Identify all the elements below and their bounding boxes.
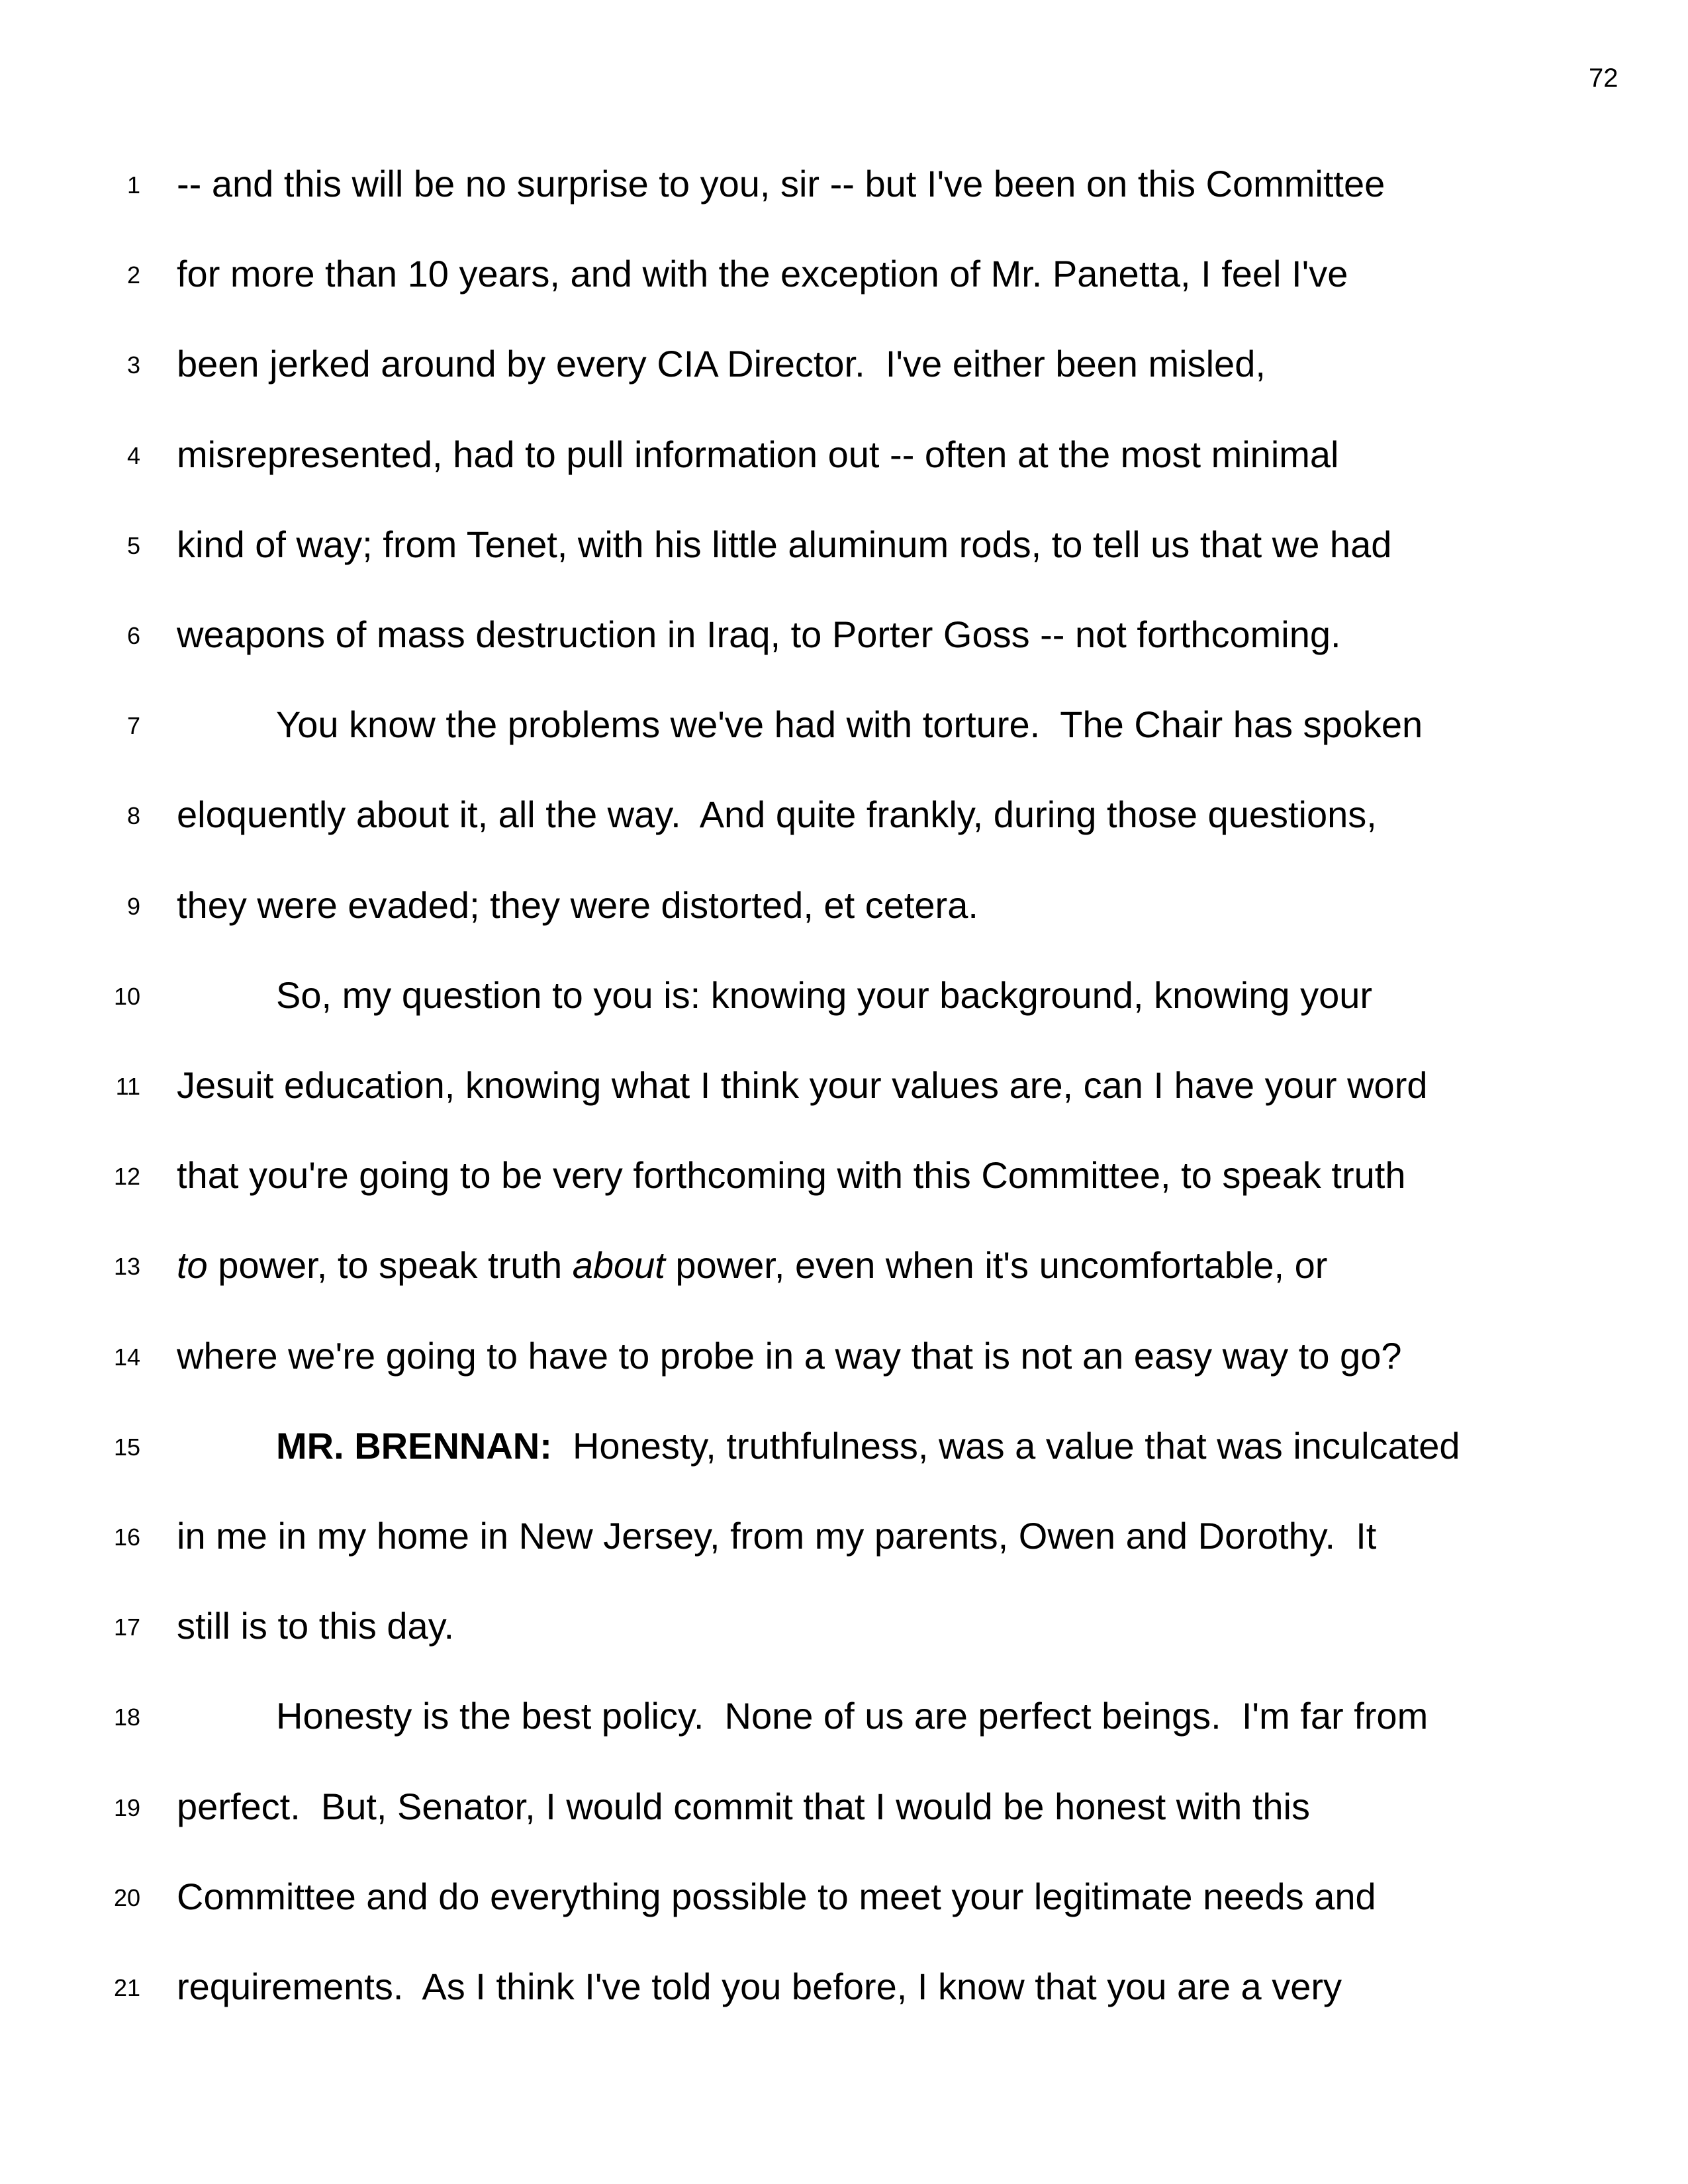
- text-segment: eloquently about it, all the way. And quite frankly, during those questions,: [177, 794, 1377, 836]
- text-segment: Committee and do everything possible to meet your legitimate needs and: [177, 1875, 1376, 1917]
- line-number: 18: [113, 1704, 140, 1731]
- line-text: [177, 342, 1266, 385]
- line-text: [177, 1514, 1376, 1557]
- transcript-line: [0, 342, 1688, 432]
- transcript-line: [0, 1424, 1688, 1514]
- line-text: [177, 1965, 1342, 2008]
- transcript-line: [0, 1694, 1688, 1784]
- line-number: 15: [113, 1433, 140, 1461]
- line-number: 17: [113, 1614, 140, 1641]
- transcript-line: [0, 1604, 1688, 1694]
- line-number: 6: [126, 622, 140, 649]
- transcript-line: [0, 1154, 1688, 1244]
- text-segment: been jerked around by every CIA Director. I've either been misled,: [177, 343, 1266, 385]
- line-number: 19: [113, 1794, 140, 1821]
- line-text: [177, 252, 1348, 295]
- transcript-line: [0, 1514, 1688, 1604]
- transcript-line: [0, 1875, 1688, 1965]
- transcript-line: [0, 703, 1688, 793]
- text-segment: they were evaded; they were distorted, et cetera.: [177, 884, 978, 926]
- line-text: [177, 162, 1385, 205]
- line-number: 3: [126, 351, 140, 379]
- text-segment: kind of way; from Tenet, with his little aluminum rods, to tell us that we had: [177, 523, 1392, 565]
- transcript-line: [0, 252, 1688, 342]
- transcript-line: [0, 523, 1688, 613]
- line-text: [177, 1064, 1427, 1107]
- line-number: 20: [113, 1884, 140, 1911]
- italic-text: to: [177, 1244, 208, 1287]
- line-text: [177, 523, 1391, 566]
- speaker-label: MR. BRENNAN:: [276, 1424, 552, 1467]
- line-number: 7: [126, 712, 140, 740]
- text-segment: power, to speak truth: [207, 1244, 573, 1287]
- text-segment: Jesuit education, knowing what I think your values are, can I have your word: [177, 1064, 1428, 1106]
- transcript-line: [0, 1064, 1688, 1154]
- line-text: [276, 974, 1372, 1017]
- line-number: 14: [113, 1343, 140, 1371]
- transcript-line: [0, 1785, 1688, 1875]
- line-text: [177, 1154, 1405, 1197]
- transcript-line: [0, 974, 1688, 1064]
- text-segment: Honesty is the best policy. None of us are perfect beings. I'm far from: [276, 1695, 1429, 1737]
- line-text: [177, 613, 1341, 656]
- line-text: [177, 1334, 1402, 1377]
- line-number: 4: [126, 441, 140, 469]
- line-number: 9: [126, 892, 140, 920]
- line-text: [177, 1244, 1327, 1287]
- text-segment: perfect. But, Senator, I would commit that I would be honest with this: [177, 1785, 1310, 1827]
- line-text: [177, 1785, 1310, 1828]
- text-segment: power, even when it's uncomfortable, or: [665, 1244, 1328, 1287]
- italic-text: about: [572, 1244, 665, 1287]
- text-segment: -- and this will be no surprise to you, sir -- but I've been on this Committee: [177, 163, 1385, 205]
- transcript-line: [0, 884, 1688, 974]
- line-text: [177, 1875, 1376, 1918]
- transcript-line: [0, 433, 1688, 523]
- line-number: 8: [126, 802, 140, 830]
- text-segment: for more than 10 years, and with the exception of Mr. Panetta, I feel I've: [177, 253, 1348, 295]
- line-text: [177, 793, 1377, 836]
- text-segment: in me in my home in New Jersey, from my parents, Owen and Dorothy. It: [177, 1515, 1377, 1557]
- line-number: 5: [126, 531, 140, 559]
- line-number: 13: [113, 1253, 140, 1281]
- transcript-line: [0, 1244, 1688, 1334]
- line-number: 2: [126, 261, 140, 289]
- line-text: [177, 1604, 454, 1647]
- line-text: [177, 433, 1339, 476]
- transcript-line: [0, 1965, 1688, 2055]
- line-number: 16: [113, 1524, 140, 1551]
- text-segment: still is to this day.: [177, 1605, 455, 1647]
- page-number: 72: [1589, 64, 1618, 93]
- text-segment: weapons of mass destruction in Iraq, to Porter Goss -- not forthcoming.: [177, 614, 1341, 655]
- line-number: 11: [115, 1073, 140, 1100]
- text-segment: Honesty, truthfulness, was a value that was inculcated: [551, 1424, 1460, 1467]
- text-segment: where we're going to have to probe in a way that is not an easy way to go?: [177, 1334, 1402, 1377]
- text-segment: misrepresented, had to pull information out -- often at the most minimal: [177, 433, 1339, 475]
- line-number: 10: [113, 982, 140, 1010]
- transcript-line: [0, 613, 1688, 703]
- transcript-line: [0, 1334, 1688, 1424]
- text-segment: requirements. As I think I've told you before, I know that you are a very: [177, 1966, 1342, 2007]
- line-number: 21: [113, 1974, 140, 2001]
- text-segment: So, my question to you is: knowing your background, knowing your: [276, 974, 1373, 1016]
- line-text: [276, 703, 1423, 746]
- line-number: 1: [126, 171, 140, 199]
- text-segment: that you're going to be very forthcoming with this Committee, to speak truth: [177, 1154, 1406, 1197]
- line-text: [276, 1424, 1460, 1467]
- text-segment: You know the problems we've had with torture. The Chair has spoken: [276, 704, 1423, 746]
- transcript-line: [0, 793, 1688, 883]
- line-text: [177, 884, 978, 927]
- line-text: [276, 1694, 1428, 1737]
- transcript-line: [0, 162, 1688, 252]
- line-number: 12: [113, 1163, 140, 1191]
